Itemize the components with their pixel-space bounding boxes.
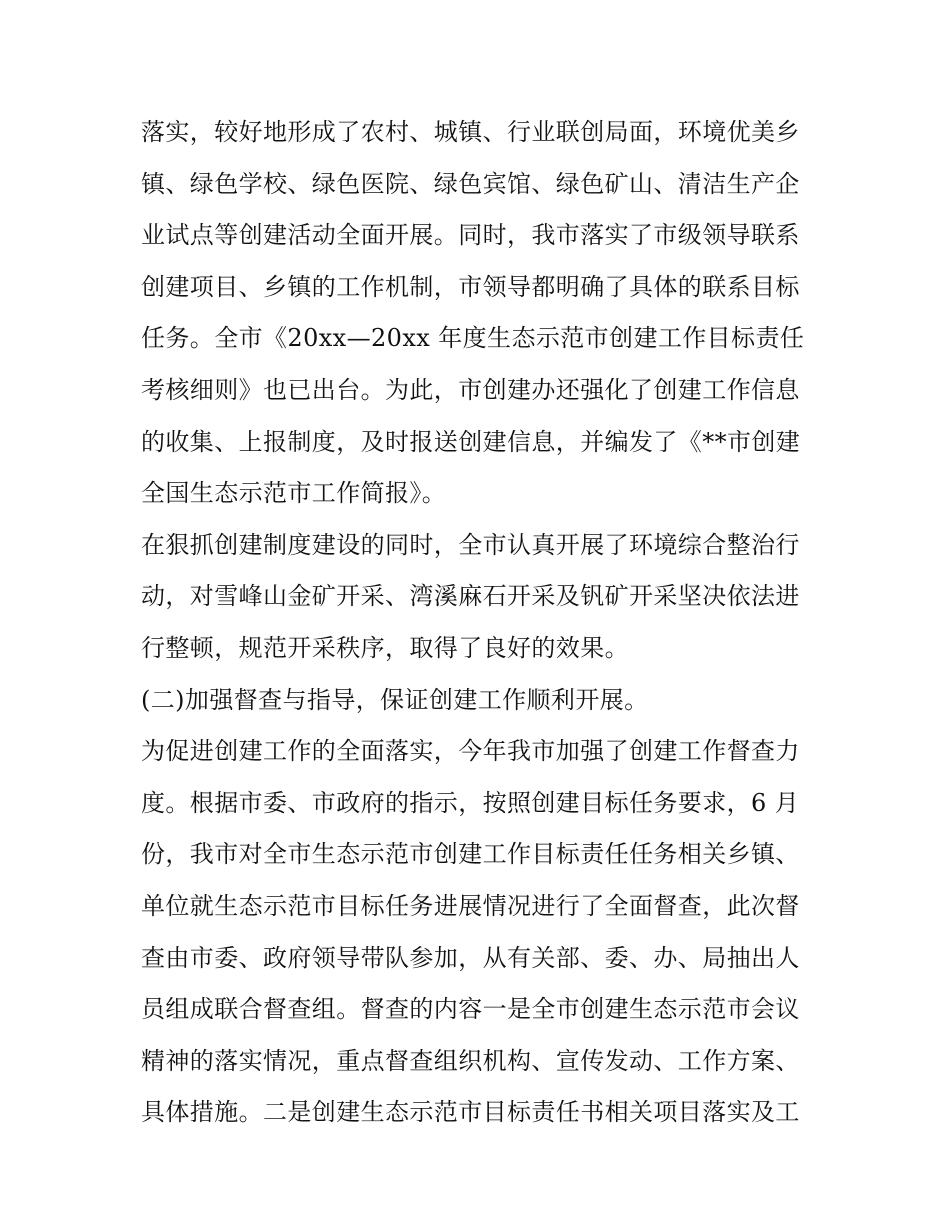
text-line: 落实，较好地形成了农村、城镇、行业联创局面，环境优美乡: [141, 118, 800, 146]
text-line: 单位就生态示范市目标任务进展情况进行了全面督查，此次督: [141, 891, 800, 920]
section-heading: (二)加强督查与指导，保证创建工作顺利开展。: [141, 685, 649, 714]
text-line: 为促进创建工作的全面落实，今年我市加强了创建工作督查力: [141, 737, 800, 766]
text-line: 任务。全市《20xx—20xx 年度生态示范市创建工作目标责任: [141, 324, 805, 353]
text-line: 员组成联合督查组。督查的内容一是全市创建生态示范市会议: [141, 995, 800, 1024]
text-line: 在狠抓创建制度建设的同时，全市认真开展了环境综合整治行: [141, 530, 800, 559]
text-line: 业试点等创建活动全面开展。同时，我市落实了市级领导联系: [141, 221, 800, 250]
text-line: 全国生态示范市工作简报》。: [141, 479, 447, 508]
document-body: [141, 107, 821, 1139]
text-line: 考核细则》也已出台。为此，市创建办还强化了创建工作信息: [141, 375, 800, 404]
text-line: 查由市委、政府领导带队参加，从有关部、委、办、局抽出人: [141, 943, 800, 972]
text-line: 镇、绿色学校、绿色医院、绿色宾馆、绿色矿山、清洁生产企: [141, 169, 800, 198]
text-line: 动，对雪峰山金矿开采、湾溪麻石开采及钒矿开采坚决依法进: [141, 582, 800, 611]
text-line: 的收集、上报制度，及时报送创建信息，并编发了《**市创建: [141, 427, 801, 456]
text-line: 行整顿，规范开采秩序，取得了良好的效果。: [141, 633, 629, 662]
text-line: 份，我市对全市生态示范市创建工作目标责任任务相关乡镇、: [141, 840, 800, 869]
text-line: 精神的落实情况，重点督查组织机构、宣传发动、工作方案、: [141, 1046, 800, 1075]
text-line: 创建项目、乡镇的工作机制，市领导都明确了具体的联系目标: [141, 272, 800, 301]
text-line: 度。根据市委、市政府的指示，按照创建目标任务要求，6 月: [141, 788, 800, 817]
text-line: 具体措施。二是创建生态示范市目标责任书相关项目落实及工: [141, 1098, 800, 1127]
